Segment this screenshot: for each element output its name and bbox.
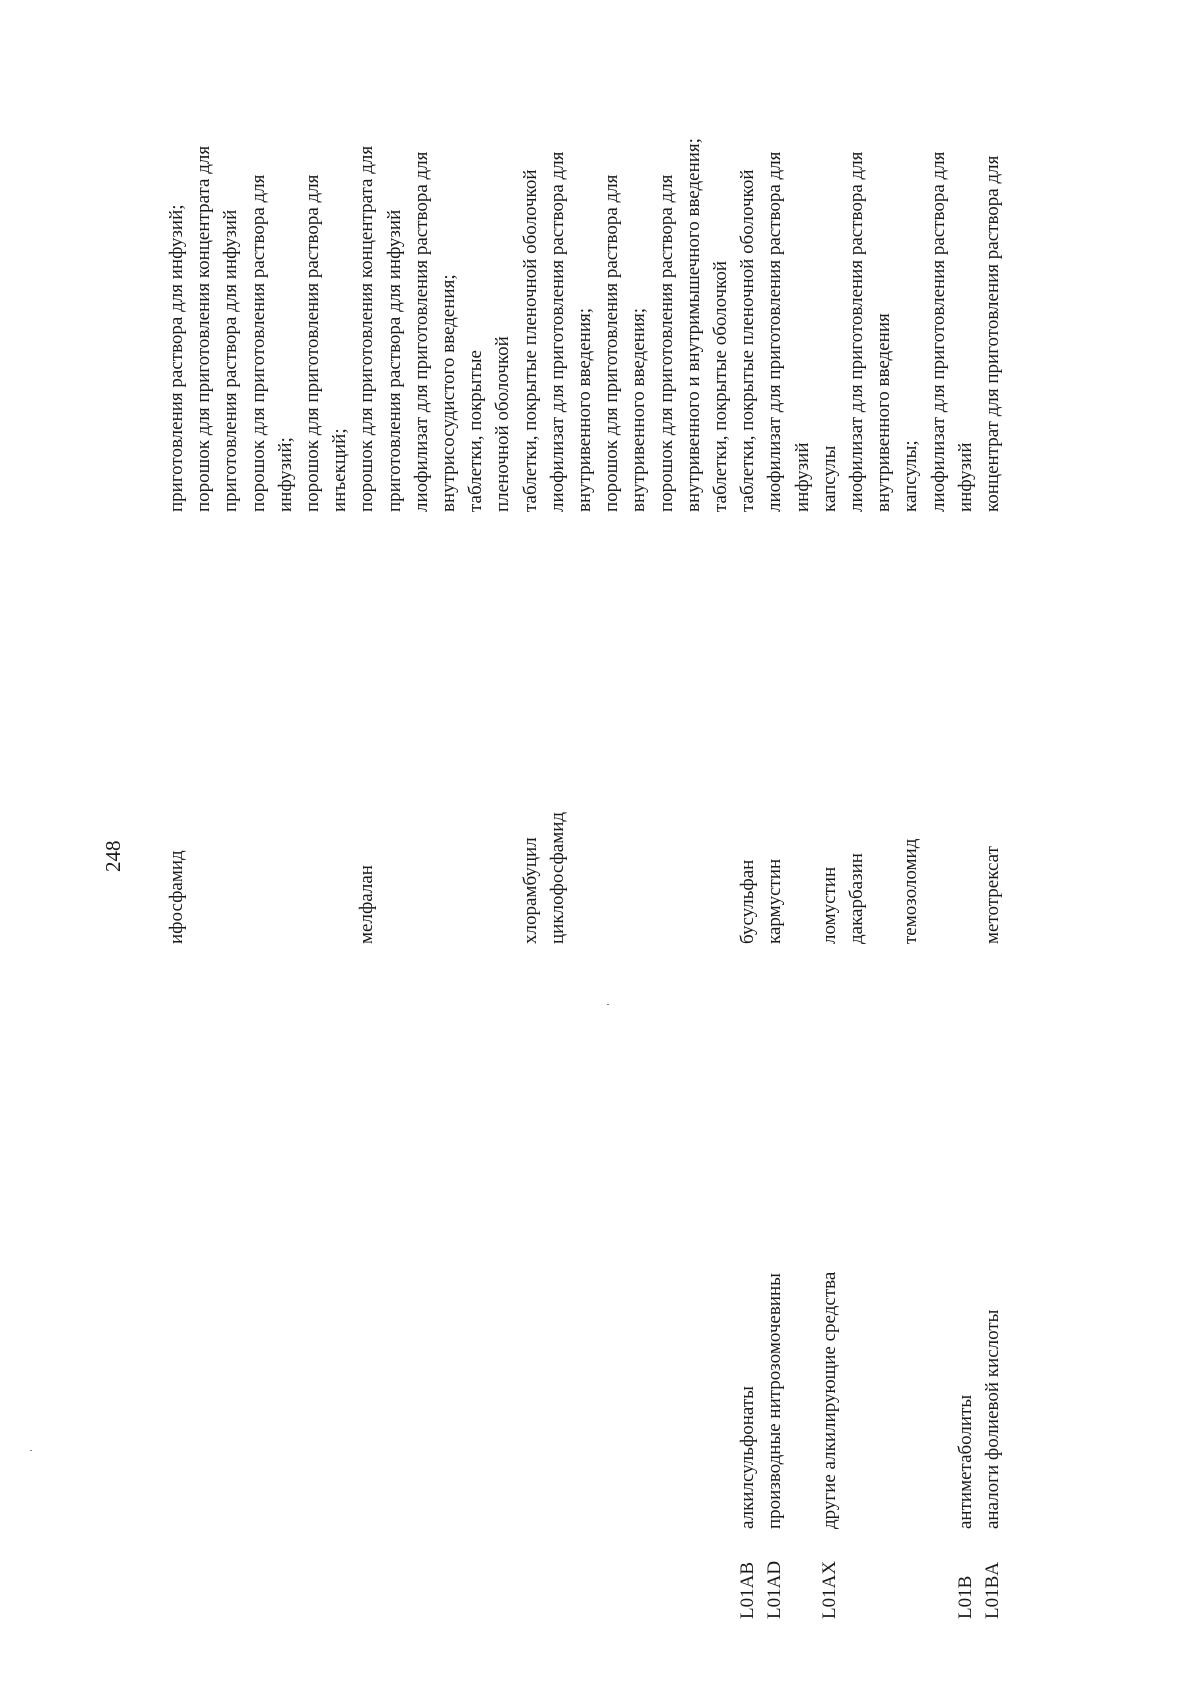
dosage-form: таблетки, покрытые xyxy=(465,350,487,512)
atc-code: L01BA xyxy=(982,1562,1003,1619)
dosage-form: лиофилизат для приготовления раствора для xyxy=(546,151,568,512)
group-name: другие алкилирующие средства xyxy=(818,1271,840,1529)
dosage-form: таблетки, покрытые пленочной оболочкой xyxy=(737,169,759,512)
dosage-form: пленочной оболочкой xyxy=(492,336,514,512)
group-name: аналоги фолиевой кислоты xyxy=(982,1309,1003,1529)
atc-code: L01AB xyxy=(737,1562,759,1619)
group-name: антиметаболиты xyxy=(954,1394,976,1529)
dosage-form: лиофилизат для приготовления раствора для xyxy=(410,151,432,512)
drug-name: хлорамбуцил xyxy=(519,837,541,944)
dosage-form: порошок для приготовления раствора для xyxy=(601,174,623,512)
dosage-form: инфузий; xyxy=(274,437,296,512)
dosage-form: концентрат для приготовления раствора для xyxy=(982,155,1003,512)
dosage-form: внутривенного и внутримышечного введения; xyxy=(682,138,704,512)
drug-name: метотрексат xyxy=(982,846,1003,944)
dosage-form: внутривенного введения; xyxy=(628,307,650,512)
dosage-form: порошок для приготовления раствора для xyxy=(655,174,677,512)
atc-code: L01AD xyxy=(764,1560,786,1619)
dosage-form: инъекций; xyxy=(329,428,351,512)
atc-code: L01AX xyxy=(818,1560,840,1619)
dosage-form: таблетки, покрытые пленочной оболочкой xyxy=(519,169,541,512)
drug-name: мелфалан xyxy=(356,865,378,944)
dosage-form: внутривенного введения xyxy=(873,313,895,512)
page-number: 248 xyxy=(101,840,125,872)
dosage-form: лиофилизат для приготовления раствора для xyxy=(846,151,867,512)
dosage-form: внутрисосудистого введения; xyxy=(438,274,459,512)
dosage-form: инфузий xyxy=(954,442,976,512)
drug-name: ифосфамид xyxy=(166,850,187,944)
dosage-form: таблетки, покрытые оболочкой xyxy=(710,260,731,512)
drug-name: кармустин xyxy=(764,858,786,944)
dosage-form: капсулы xyxy=(818,445,840,512)
dosage-form: порошок для приготовления раствора для xyxy=(302,174,323,512)
dosage-form: лиофилизат для приготовления раствора для xyxy=(764,151,786,512)
dosage-form: приготовления раствора для инфузий; xyxy=(166,204,187,512)
drug-name: темозоломид xyxy=(900,838,922,944)
dosage-form: приготовления раствора для инфузий xyxy=(383,209,405,512)
atc-code: L01B xyxy=(954,1575,976,1619)
scan-speck xyxy=(30,1450,32,1451)
drug-name: циклофосфамид xyxy=(546,811,568,944)
scan-speck xyxy=(607,1004,609,1005)
drug-name: бусульфан xyxy=(737,859,759,944)
dosage-form: лиофилизат для приготовления раствора для xyxy=(927,151,949,512)
dosage-form: порошок для приготовления концентрата для xyxy=(356,145,378,512)
group-name: производные нитрозомочевины xyxy=(764,1273,786,1529)
dosage-form: внутривенного введения; xyxy=(574,307,595,512)
drug-name: ломустин xyxy=(818,866,840,944)
dosage-form: инфузий xyxy=(791,442,813,512)
dosage-form: капсулы; xyxy=(900,440,922,512)
dosage-form: порошок для приготовления раствора для xyxy=(247,174,269,512)
group-name: алкилсульфонаты xyxy=(737,1386,759,1529)
dosage-form: порошок для приготовления концентрата для xyxy=(193,145,215,512)
drug-name: дакарбазин xyxy=(846,853,867,944)
dosage-form: приготовления раствора для инфузий xyxy=(220,209,242,512)
